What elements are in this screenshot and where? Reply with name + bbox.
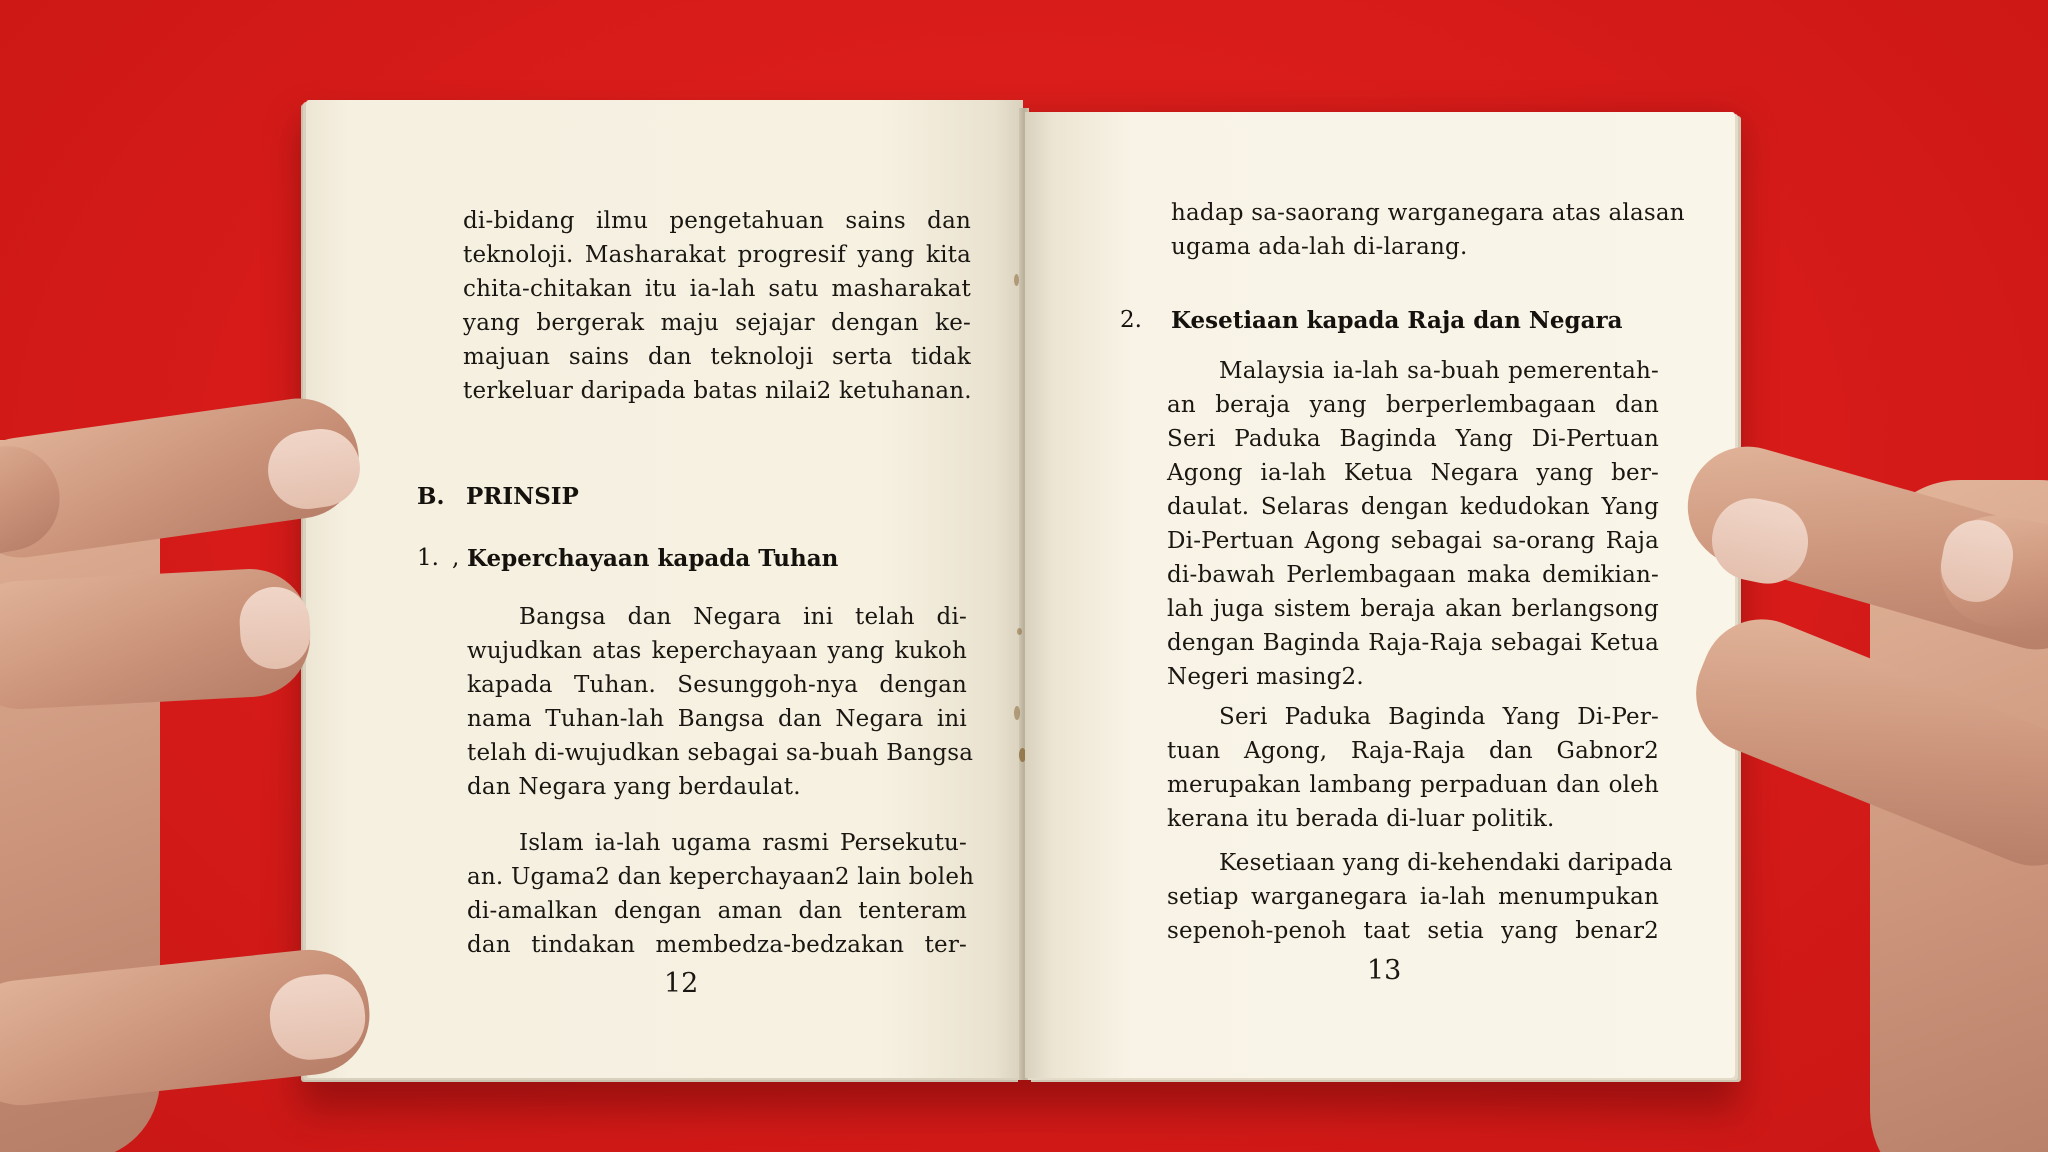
right-intro-paragraph bbox=[1171, 196, 1685, 264]
paper-stain bbox=[1014, 274, 1019, 286]
page-number-right: 13 bbox=[1367, 955, 1402, 986]
item-mark: , bbox=[452, 545, 460, 571]
left-page bbox=[306, 100, 1023, 1078]
text-line: Seri Paduka Baginda Yang Di-Pertuan bbox=[1167, 426, 1659, 452]
text-line: Bangsa dan Negara ini telah di- bbox=[519, 604, 967, 630]
left-intro-paragraph bbox=[463, 204, 971, 408]
text-line: Malaysia ia-lah sa-buah pemerentah- bbox=[1219, 358, 1659, 384]
text-line: an. Ugama2 dan keperchayaan2 lain boleh bbox=[467, 864, 975, 890]
text-line: hadap sa-saorang warganegara atas alasan bbox=[1171, 200, 1685, 226]
right-paragraph-3 bbox=[1167, 846, 1673, 948]
text-line: tuan Agong, Raja-Raja dan Gabnor2 bbox=[1167, 738, 1659, 764]
text-line: wujudkan atas keperchayaan yang kukoh bbox=[467, 638, 967, 664]
page-number-left: 12 bbox=[664, 968, 699, 999]
text-line: merupakan lambang perpaduan dan oleh bbox=[1167, 772, 1659, 798]
item-title: Kesetiaan kapada Raja dan Negara bbox=[1171, 307, 1623, 334]
left-paragraph-1 bbox=[467, 600, 974, 804]
text-line: telah di-wujudkan sebagai sa-buah Bangsa bbox=[467, 740, 974, 766]
text-line: dan Negara yang berdaulat. bbox=[467, 774, 801, 800]
text-line: terkeluar daripada batas nilai2 ketuhanan. bbox=[463, 378, 972, 404]
text-line: yang bergerak maju sejajar dengan ke- bbox=[463, 310, 971, 336]
item-number: 1. bbox=[417, 545, 439, 571]
paper-stain bbox=[1017, 628, 1022, 635]
text-line: Islam ia-lah ugama rasmi Persekutu- bbox=[519, 830, 967, 856]
text-line: sepenoh-penoh taat setia yang benar2 bbox=[1167, 918, 1659, 944]
text-line: teknoloji. Masharakat progresif yang kita bbox=[463, 242, 971, 268]
item-number: 2. bbox=[1120, 307, 1142, 333]
text-line: lah juga sistem beraja akan berlangsong bbox=[1167, 596, 1659, 622]
text-line: di-amalkan dengan aman dan tenteram bbox=[467, 898, 967, 924]
text-line: Agong ia-lah Ketua Negara yang ber- bbox=[1167, 460, 1659, 486]
right-paragraph-1 bbox=[1167, 354, 1659, 694]
text-line: majuan sains dan teknoloji serta tidak bbox=[463, 344, 971, 370]
text-line: nama Tuhan-lah Bangsa dan Negara ini bbox=[467, 706, 967, 732]
text-line: dengan Baginda Raja-Raja sebagai Ketua bbox=[1167, 630, 1659, 656]
item-title: Keperchayaan kapada Tuhan bbox=[467, 545, 839, 572]
text-line: Seri Paduka Baginda Yang Di-Per- bbox=[1219, 704, 1659, 730]
text-line: Negeri masing2. bbox=[1167, 664, 1364, 690]
text-line: chita-chitakan itu ia-lah satu masharakat bbox=[463, 276, 971, 302]
text-line: di-bawah Perlembagaan maka demikian- bbox=[1167, 562, 1659, 588]
left-paragraph-2 bbox=[467, 826, 975, 962]
text-line: Di-Pertuan Agong sebagai sa-orang Raja bbox=[1167, 528, 1659, 554]
text-line: di-bidang ilmu pengetahuan sains dan bbox=[463, 208, 971, 234]
text-line: Kesetiaan yang di-kehendaki daripada bbox=[1219, 850, 1673, 876]
text-line: an beraja yang berperlembagaan dan bbox=[1167, 392, 1659, 418]
text-line: kerana itu berada di-luar politik. bbox=[1167, 806, 1555, 832]
text-line: dan tindakan membedza-bedzakan ter- bbox=[467, 932, 967, 958]
section-title: PRINSIP bbox=[466, 483, 579, 510]
text-line: ugama ada-lah di-larang. bbox=[1171, 234, 1468, 260]
text-line: kapada Tuhan. Sesunggoh-nya dengan bbox=[467, 672, 967, 698]
right-page bbox=[1025, 112, 1735, 1078]
section-letter: B. bbox=[417, 483, 445, 510]
right-paragraph-2 bbox=[1167, 700, 1659, 836]
text-line: setiap warganegara ia-lah menumpukan bbox=[1167, 884, 1659, 910]
text-line: daulat. Selaras dengan kedudokan Yang bbox=[1167, 494, 1659, 520]
paper-stain bbox=[1014, 706, 1020, 720]
